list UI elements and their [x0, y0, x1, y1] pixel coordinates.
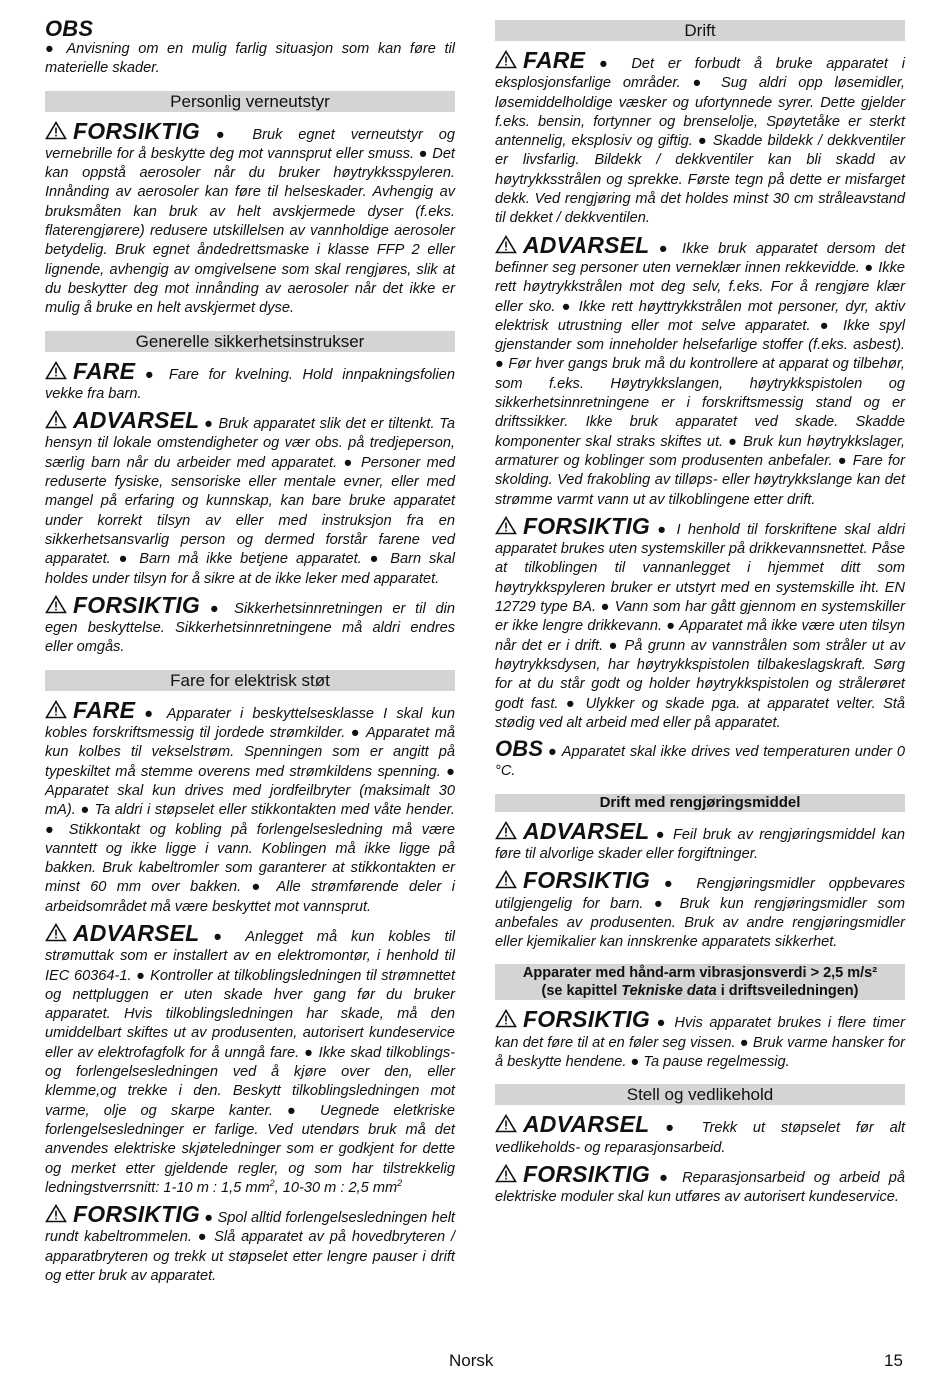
signal-word: FORSIKTIG — [523, 1160, 651, 1187]
signal-word: FORSIKTIG — [523, 1006, 651, 1033]
right-column — [495, 18, 905, 1213]
warning-triangle-icon — [45, 121, 67, 140]
warning-triangle-icon — [45, 361, 67, 380]
warning-text: ● Det er forbudt å bruke apparatet i eksplosjonsfarlige områder. ● Sug aldri opp løsemidler, løsemiddelholdige væsker og ufortynnede syrer. Dette gjelder f.eks. bensin, fortynner og brenselolje, Spøytetåke er sterkt antennelig, eksplosiv og giftig. ● Skadde bildekk / dekkventiler er livsfarlig. Bildekk / dekkventiler kan bli skadd av høytrykksstrålen og sprekke. Første tegn på dette er misfarget dekk. Ved rengjøring må det holdes minst 30 cm stråleavstand til dekket / dekkventilen. — [495, 56, 905, 227]
warning-text: ● Fare for kvelning. Hold innpakningsfolien vekke fra barn. — [45, 366, 455, 402]
section-heading-operation: Drift — [495, 20, 905, 41]
warning-triangle-icon — [495, 50, 517, 69]
warning-triangle-icon — [45, 700, 67, 719]
obs-note — [45, 18, 455, 79]
note-text: ● Apparatet skal ikke drives ved temperaturen under 0 °C. — [495, 744, 905, 780]
warning-block — [495, 49, 905, 229]
signal-word: ADVARSEL — [73, 919, 200, 946]
signal-word: FORSIKTIG — [73, 1201, 201, 1228]
heading-line: Apparater med hånd-arm vibrasjonsverdi > 2,5 m/s² — [522, 965, 878, 982]
warning-triangle-icon — [495, 1114, 517, 1133]
warning-text: ● Anlegget må kun kobles til strømuttak som er installert av en elektromontør, i henhold til IEC 60364-1. ● Kontroller at tilkoblingsledningen til strømnettet og nettpluggen er uten skade hver gang før du bruker apparatet. Hvis tilkoblingsledningen har skade, må den umiddelbart skiftes ut av produsenten, autorisert kundeservice eller av elektrofagfolk for å unngå fare. ● Ikke skad tilkoblings- og forlengelsesledningen ved å kjøre over den, eller klemme,og trekke i den. Beskytt tilkoblingsledningen mot varme, olje og skarpe kanter. ● Uegnede eletkriske forlengelsesledninger er farlige. Ved utendørs bruk må det anvendes elektriske skjøteledninger som er godkjent for dette og merket etter gjeldende regler, og som har tilstrekkelig ledningstverrsnitt: 1-10 m : 1,5 mm — [45, 928, 455, 1196]
warning-text: ● Trekk ut støpselet før alt vedlikeholds- og reparasjonsarbeid. — [495, 1120, 905, 1156]
warning-text: ● Sikkerhetsinnretningen er til din egen beskyttelse. Sikkerhetsinnretningene må aldri endres eller omgås. — [45, 600, 455, 656]
signal-word: FORSIKTIG — [73, 117, 201, 144]
warning-text: ● Reparasjonsarbeid og arbeid på elektriske moduler skal kun utføres av autorisert kundeservice. — [495, 1169, 905, 1206]
section-heading-cleaning-agent: Drift med rengjøringsmiddel — [495, 794, 905, 812]
warning-block — [45, 696, 455, 917]
warning-block — [495, 512, 905, 733]
note-block — [495, 738, 905, 782]
warning-block — [495, 1160, 905, 1208]
signal-word: FORSIKTIG — [73, 591, 201, 618]
warning-triangle-icon — [45, 1204, 67, 1223]
section-heading-maintenance: Stell og vedlikehold — [495, 1084, 905, 1105]
warning-text: ● I henhold til forskriftene skal aldri apparatet brukes uten systemskiller på drikkevannsnettet. Påse at tilkoblingen til vannanlegget i hjemmet ditt som høytrykkspyleren bruker er utstyrt med en systemskille iht. EN 12729 type BA. ● Vann som har gått gjennom en systemskiller er ikke lengre drikkevann. ● Apparatet må ikke være uten tilsyn når det er i drift. ● På grunn av vannstrålen som stråler ut av høytrykksdysen, har høytrykkspistolen tilbakeslagskraft. Sørg for at du står godt og holder høytrykkspistolen og strålerøret godt fast. ● Ulykker og skade pga. at apparatet velter. Stå stødig ved alt arbeid med eller på apparatet. — [495, 521, 905, 731]
warning-block — [495, 1113, 905, 1158]
warning-text: ● Hvis apparatet brukes i flere timer kan det føre til at en føler seg vissen. ● Bruk varme hansker for å beskytte hendene. ● Ta pause regelmessig. — [495, 1015, 905, 1071]
superscript: 2 — [269, 1177, 275, 1188]
heading-line — [495, 982, 905, 1000]
signal-word: ADVARSEL — [523, 1111, 650, 1138]
warning-text-cont: , 10-30 m : 2,5 mm — [274, 1179, 398, 1196]
signal-word: FARE — [73, 357, 136, 384]
superscript: 2 — [397, 1177, 403, 1188]
warning-block — [45, 919, 455, 1198]
warning-triangle-icon — [495, 516, 517, 535]
heading-part-italic: Tekniske data — [621, 983, 717, 1000]
warning-text: ● Feil bruk av rengjøringsmiddel kan føre til alvorlige skader eller forgiftninger. — [495, 826, 905, 862]
warning-text: ● Apparater i beskyttelsesklasse I skal kun kobles forskriftsmessig til jordede strømkilder. ● Apparatet må kun kolbes til vekselstrøm. Spenningen som er angitt på typeskiltet må stemme overens med strømkildens spenning. ● Apparatet skal kun drives med jordfeilbryter (maksimalt 30 mA). ● Ta aldri i støpselet eller stikkontakten med våte hender. ● Stikkontakt og kobling på forlengelsesledning må være vanntett og ikke ligge i vann. Koblingen må ikke ligge på bakken. Bruk kabeltromler som garanterer at stikkontakten er minst 60 mm over bakken. ● Alle strømførende deler i arbeidsområdet må være beskyttet mot vannsprut. — [45, 705, 455, 915]
warning-block — [45, 357, 455, 405]
warning-triangle-icon — [495, 821, 517, 840]
warning-block — [495, 1008, 905, 1072]
warning-block — [495, 231, 905, 510]
warning-triangle-icon — [45, 410, 67, 429]
warning-triangle-icon — [45, 595, 67, 614]
signal-word: FORSIKTIG — [523, 512, 651, 539]
warning-triangle-icon — [495, 235, 517, 254]
warning-text: ● Bruk egnet verneutstyr og vernebrille for å beskytte deg mot vannsprut eller smuss. ● Det kan oppstå aerosoler når du bruker høytrykksspyleren. Innånding av aerosoler kan føre til helseskader. Avhengig av bruksmåten kan bruk av helt avskjermede dyser (f.eks. flaterengjørere) redusere utskillelsen av vannholdige aerosoler betydelig. Bruk egnet åndedrettsmaske i klasse FFP 2 eller lignende, avhengig av omgivelsene som skal rengjøres, slik at du beskytter deg mot innånding av aerosoler når det ikke er mulig å bruke en helt avskjermet dyse. — [45, 126, 455, 317]
warning-block — [495, 869, 905, 952]
warning-triangle-icon — [495, 870, 517, 889]
signal-word: ADVARSEL — [523, 817, 650, 844]
warning-block — [45, 1203, 455, 1286]
signal-word: FORSIKTIG — [523, 867, 651, 894]
warning-text: ● Ikke bruk apparatet dersom det befinner seg personer uten verneklær innen rekkevidde. ● Ikke rett høytrykkstrålen mot deg selv, f.eks. For å rengjøre klær eller sko. ● Ikke rett høyttrykkstrålen mot personer, dyr, aktiv elektrisk utrustning eller mot selve apparatet. ● Ikke spyl gjenstander som inneholder helsefarlige stoffer (f.eks. asbest). ● Før hver gangs bruk må du kontrollere at apparat og tilbehør, som f.eks. Høytrykkslangen, høytrykkspistolen og sikkerhetsinnretningene er i forskriftsmessig stand og er driftssikker. Ikke bruk apparatet ved skade. Skadde komponenter skal straks skiftes ut. ● Bruk kun høytrykkslager, armaturer og koblinger som produsenten anbefaler. ● Fare for skolding. Ved frakobling av tilløps- eller høytrykkslange kan det strømme varmt vann ut av tilkoblingene etter drift. — [495, 240, 905, 508]
section-heading-electric-shock: Fare for elektrisk støt — [45, 670, 455, 691]
warning-triangle-icon — [495, 1164, 517, 1183]
warning-text: ● Spol alltid forlengelsesledningen helt rundt kabeltrommelen. ● Slå apparatet av på hovedbryteren / apparatbryteren og trekk ut støpselet etter lengre pauser i drift og etter bruk av apparatet. — [45, 1210, 455, 1285]
warning-triangle-icon — [495, 1009, 517, 1028]
signal-word: ADVARSEL — [73, 407, 200, 434]
signal-word: OBS — [495, 736, 544, 762]
warning-text: ● Bruk apparatet slik det er tiltenkt. Ta hensyn til lokale omstendigheter og vær obs. på tredjeperson, særlig barn når du arbeider med apparatet. ● Personer med reduserte fysiske, sensoriske eller mentale evner, eller med mangel på erfaring og kunnskap, kan bare bruke apparatet under korrekt tilsyn av eller med instruksjon fra en sikkerhetsansvarlig person og dermed forstår farene ved apparatet. ● Barn må ikke betjene apparatet. ● Barn skal holdes under tilsyn for å sikre at de ikke leker med apparatet. — [45, 416, 455, 587]
heading-part: i driftsveiledningen) — [716, 983, 859, 1000]
section-heading-personal-protection: Personlig verneutstyr — [45, 91, 455, 112]
warning-block — [45, 409, 455, 589]
obs-text: ● Anvisning om en mulig farlig situasjon som kan føre til materielle skader. — [45, 41, 455, 77]
section-heading-general-safety: Generelle sikkerhetsinstrukser — [45, 331, 455, 352]
signal-word: ADVARSEL — [523, 231, 650, 258]
heading-part: (se kapittel — [541, 983, 622, 1000]
warning-triangle-icon — [45, 923, 67, 942]
footer-language: Norsk — [449, 1351, 494, 1370]
signal-word: FARE — [523, 47, 586, 73]
warning-text: ● Rengjøringsmidler oppbevares utilgjengelig for barn. ● Bruk kun rengjøringsmidler som anbefales av produsenten. Bruk av andre rengjøringsmidler eller kjemikalier kan innskrenke apparatets sikkerhet. — [495, 876, 905, 951]
obs-title: OBS — [45, 16, 94, 41]
section-heading-vibration — [495, 964, 905, 1000]
warning-block — [45, 117, 455, 319]
warning-block — [45, 591, 455, 658]
left-column — [45, 18, 455, 1291]
warning-block — [495, 817, 905, 865]
page-number: 15 — [884, 1351, 903, 1370]
signal-word: FARE — [73, 696, 136, 723]
